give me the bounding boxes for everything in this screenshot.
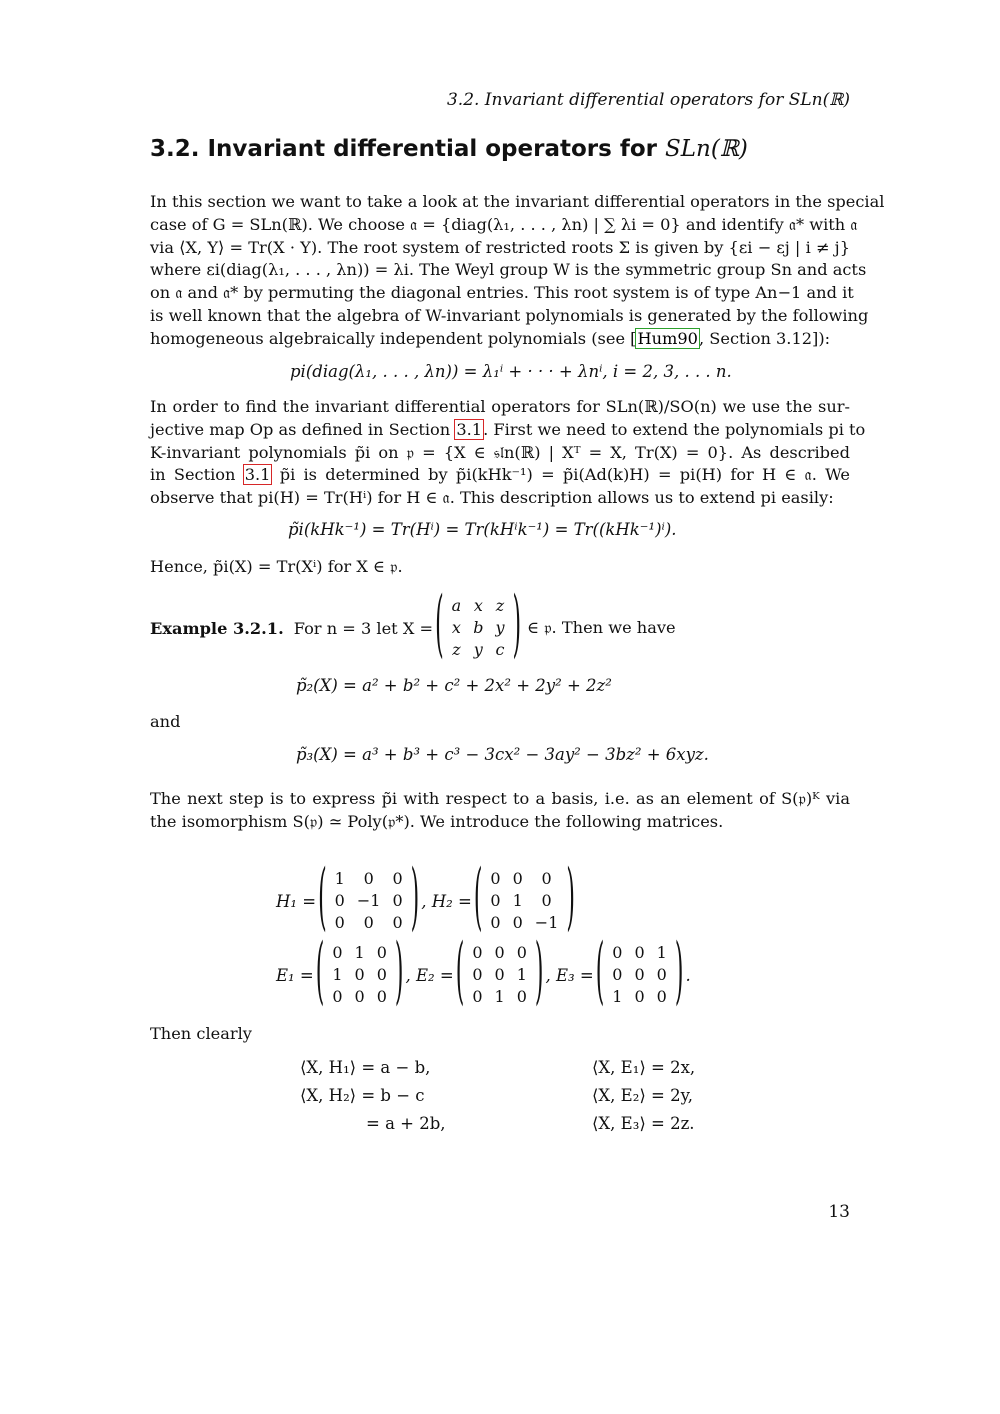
text-fragment: p̃i is determined by p̃i(kHk⁻¹) = p̃i(Ad(k)H) = pi(H) for H ∈ 𝔞. We	[271, 465, 850, 485]
matrix-entry: 1	[354, 943, 365, 962]
matrix-entry: x	[451, 618, 461, 637]
text-line: where εi(diag(λ₁, . . . , λn)) = λi. The Weyl group W is the symmetric group Sn and acts	[150, 260, 867, 280]
right-paren: )	[512, 585, 522, 668]
equation-extension: p̃i(kHk⁻¹) = Tr(Hⁱ) = Tr(kHⁱk⁻¹) = Tr((kHk⁻¹)ⁱ).	[288, 520, 677, 539]
text-line: via ⟨X, Y⟩ = Tr(X · Y). The root system of restricted roots Σ is given by {εi − εj | i ≠ j}	[150, 237, 850, 257]
left-paren: (	[315, 932, 325, 1015]
text-line: on 𝔞 and 𝔞* by permuting the diagonal entries. This root system is of type An−1 and it	[150, 283, 854, 303]
matrix-entry: z	[495, 596, 505, 615]
section-title-text: Invariant differential operators for	[207, 136, 657, 162]
equation-p2: p̃₂(X) = a² + b² + c² + 2x² + 2y² + 2z²	[296, 676, 612, 695]
calc-left-1: ⟨X, H₁⟩ = a − b,	[300, 1058, 431, 1077]
text-line: is well known that the algebra of W-invariant polynomials is generated by the following	[150, 305, 869, 325]
right-paren: )	[674, 932, 684, 1015]
matrix-row-h	[276, 858, 577, 941]
matrix-h1	[329, 868, 409, 934]
matrix-entry: 1	[516, 965, 527, 984]
matrix-label-e3: , E₃ =	[545, 965, 594, 985]
text-line: The next step is to express p̃i with respect to a basis, i.e. as an element of S(𝔭)ᴷ via	[150, 789, 850, 808]
paragraph-basis	[150, 788, 850, 834]
matrix-entry: 0	[656, 987, 667, 1006]
equation-p3: p̃₃(X) = a³ + b³ + c³ − 3cx² − 3ay² − 3bz² + 6xyz.	[296, 745, 709, 764]
matrix-entry: 0	[363, 913, 374, 932]
matrix-end-period: .	[685, 965, 691, 985]
then-clearly-line	[150, 1023, 850, 1046]
matrix-label-h2: , H₂ =	[421, 891, 472, 911]
matrix-entry: −1	[356, 891, 381, 910]
calc-left-2: ⟨X, H₂⟩ = b − c	[300, 1086, 425, 1105]
calc-right-1: ⟨X, E₁⟩ = 2x,	[592, 1058, 696, 1077]
matrix-entry: 0	[354, 965, 365, 984]
matrix-entry: 0	[512, 913, 523, 932]
matrix-entry: 0	[490, 891, 501, 910]
paragraph-op	[150, 396, 866, 510]
example-matrix	[446, 595, 511, 661]
matrix-entry: 0	[541, 869, 552, 888]
text-fragment: , Section 3.12]):	[698, 328, 831, 348]
matrix-entry: 0	[392, 891, 403, 910]
text-line: observe that pi(H) = Tr(Hⁱ) for H ∈ 𝔞. This description allows us to extend pi easily:	[150, 488, 834, 508]
section-number: 3.2.	[150, 136, 200, 162]
matrix-entry: 0	[376, 943, 387, 962]
matrix-entry: 0	[334, 913, 345, 932]
left-paren: (	[435, 585, 444, 668]
matrix-row-e	[276, 932, 691, 1015]
matrix-entry: 0	[516, 987, 527, 1006]
matrix-entry: 0	[656, 965, 667, 984]
matrix-entry: 0	[541, 891, 552, 910]
matrix-entry: 0	[634, 965, 645, 984]
matrix-entry: −1	[534, 913, 559, 932]
matrix-entry: y	[473, 640, 483, 659]
right-paren: )	[394, 932, 404, 1015]
section-ref-link[interactable]: 3.1	[456, 419, 483, 439]
matrix-entry: y	[495, 618, 505, 637]
page-number: 13	[828, 1202, 850, 1222]
text-fragment: homogeneous algebraically independent polynomials (see [	[150, 328, 637, 348]
equation-pi: pi(diag(λ₁, . . . , λn)) = λ₁ⁱ + · · · + λnⁱ, i = 2, 3, . . . n.	[290, 362, 732, 381]
matrix-entry: 0	[354, 987, 365, 1006]
matrix-entry: 0	[490, 913, 501, 932]
example-text: For n = 3 let X =	[293, 618, 434, 638]
matrix-entry: 1	[334, 869, 345, 888]
matrix-e3	[606, 942, 673, 1008]
matrix-entry: 0	[512, 869, 523, 888]
matrix-entry: 0	[334, 891, 345, 910]
example-label: Example 3.2.1.	[150, 618, 284, 638]
left-paren: (	[318, 858, 327, 941]
calc-right-2: ⟨X, E₂⟩ = 2y,	[592, 1086, 693, 1105]
matrix-entry: 0	[376, 965, 387, 984]
right-paren: )	[566, 858, 575, 941]
text-line: K-invariant polynomials p̃i on 𝔭 = {X ∈ 𝔰𝔩n(ℝ) | Xᵀ = X, Tr(X) = 0}. As described	[150, 442, 850, 462]
running-head: 3.2. Invariant differential operators for SLn(ℝ)	[446, 90, 850, 110]
matrix-entry: 1	[332, 965, 343, 984]
matrix-e2	[466, 942, 533, 1008]
matrix-entry: 0	[634, 987, 645, 1006]
text-line: Then clearly	[150, 1024, 252, 1043]
matrix-label-h1: H₁ =	[276, 891, 317, 911]
example-3-2-1	[150, 585, 676, 668]
right-paren: )	[410, 858, 420, 941]
left-paren: (	[595, 932, 605, 1015]
matrix-entry: 0	[494, 965, 505, 984]
matrix-entry: a	[451, 596, 462, 615]
right-paren: )	[534, 932, 544, 1015]
intro-paragraph	[150, 191, 885, 351]
calc-left-3: = a + 2b,	[366, 1114, 446, 1133]
text-line: In this section we want to take a look at the invariant differential operators in the special	[150, 192, 885, 211]
text-line	[150, 328, 850, 351]
section-title	[150, 136, 748, 162]
hence-line	[150, 556, 850, 579]
matrix-entry: 0	[634, 943, 645, 962]
matrix-entry: 0	[363, 869, 374, 888]
matrix-entry: x	[473, 596, 483, 615]
matrix-entry: 1	[656, 943, 667, 962]
matrix-entry: 0	[612, 965, 623, 984]
matrix-entry: 0	[392, 869, 403, 888]
matrix-entry: 0	[332, 943, 343, 962]
matrix-entry: b	[473, 618, 484, 637]
matrix-label-e2: , E₂ =	[405, 965, 454, 985]
matrix-entry: 0	[494, 943, 505, 962]
matrix-entry: 1	[512, 891, 523, 910]
text-fragment: jective map Op as defined in Section	[150, 419, 456, 439]
and-line	[150, 711, 850, 734]
text-line: the isomorphism S(𝔭) ≃ Poly(𝔭*). We introduce the following matrices.	[150, 811, 724, 831]
matrix-e1	[326, 942, 393, 1008]
matrix-entry: 0	[392, 913, 403, 932]
matrix-entry: 0	[516, 943, 527, 962]
section-ref-link[interactable]: 3.1	[244, 465, 271, 485]
matrix-entry: 0	[612, 943, 623, 962]
text-fragment: in Section	[150, 465, 244, 485]
text-line	[150, 464, 850, 487]
text-line	[150, 419, 866, 442]
calc-right-3: ⟨X, E₃⟩ = 2z.	[592, 1114, 695, 1133]
citation-link[interactable]: Hum90	[637, 328, 698, 348]
matrix-entry: c	[495, 640, 505, 659]
text-line: case of G = SLn(ℝ). We choose 𝔞 = {diag(λ₁, . . . , λn) | ∑ λi = 0} and identify 𝔞* with 𝔞	[150, 214, 858, 234]
matrix-entry: 0	[472, 965, 483, 984]
matrix-h2	[484, 868, 564, 934]
matrix-entry: z	[452, 640, 461, 659]
text-line: Hence, p̃i(X) = Tr(Xⁱ) for X ∈ 𝔭.	[150, 557, 403, 576]
text-fragment: . First we need to extend the polynomials pi to	[483, 419, 866, 439]
matrix-entry: 0	[490, 869, 501, 888]
section-title-math: SLn(ℝ)	[664, 136, 748, 162]
text-line: and	[150, 712, 181, 731]
matrix-entry: 0	[472, 987, 483, 1006]
left-paren: (	[473, 858, 483, 941]
left-paren: (	[455, 932, 465, 1015]
matrix-entry: 1	[612, 987, 623, 1006]
text-line: In order to find the invariant differential operators for SLn(ℝ)/SO(n) we use the sur-	[150, 397, 850, 416]
matrix-label-e1: E₁ =	[276, 965, 314, 985]
matrix-entry: 0	[332, 987, 343, 1006]
matrix-entry: 1	[494, 987, 505, 1006]
example-text: ∈ 𝔭. Then we have	[527, 618, 676, 637]
matrix-entry: 0	[376, 987, 387, 1006]
matrix-entry: 0	[472, 943, 483, 962]
